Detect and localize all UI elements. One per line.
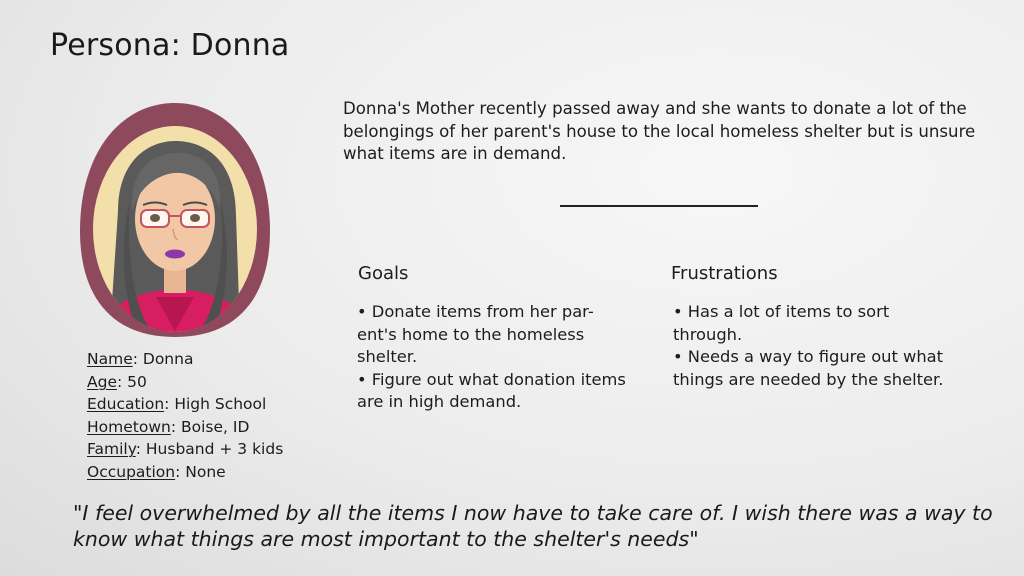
frustration-item: • Needs a way to figure out what things are needed by the shelter.: [673, 347, 944, 389]
detail-age: Age: 50: [87, 372, 147, 391]
persona-title: Persona: Donna: [50, 28, 290, 63]
goal-item: • Donate items from her par- ent's home to the homeless shelter.: [357, 302, 594, 366]
persona-details: [87, 348, 283, 484]
persona-quote: "I feel overwhelmed by all the items I now have to take care of. I wish there was a way to know what things are most important to the shelter's needs": [73, 501, 993, 551]
goals-list: [357, 301, 629, 414]
section-divider: [560, 205, 758, 207]
persona-avatar: [78, 101, 272, 339]
scenario-text: Donna's Mother recently passed away and she wants to donate a lot of the belongings of her parent's house to the local homeless shelter but is unsure what items are in demand.: [343, 99, 976, 163]
detail-family: Family: Husband + 3 kids: [87, 440, 284, 459]
frustrations-list: [673, 301, 963, 391]
detail-education: Education: High School: [87, 395, 267, 414]
detail-occupation: Occupation: None: [87, 462, 226, 481]
detail-name: Name: Donna: [87, 350, 194, 368]
frustrations-heading: Frustrations: [671, 263, 778, 284]
goal-item: • Figure out what donation items are in high demand.: [357, 369, 626, 411]
avatar-lips: [165, 250, 185, 259]
detail-hometown: Hometown: Boise, ID: [87, 417, 250, 436]
frustration-item: • Has a lot of items to sort through.: [673, 302, 890, 344]
goals-heading: Goals: [358, 263, 409, 284]
